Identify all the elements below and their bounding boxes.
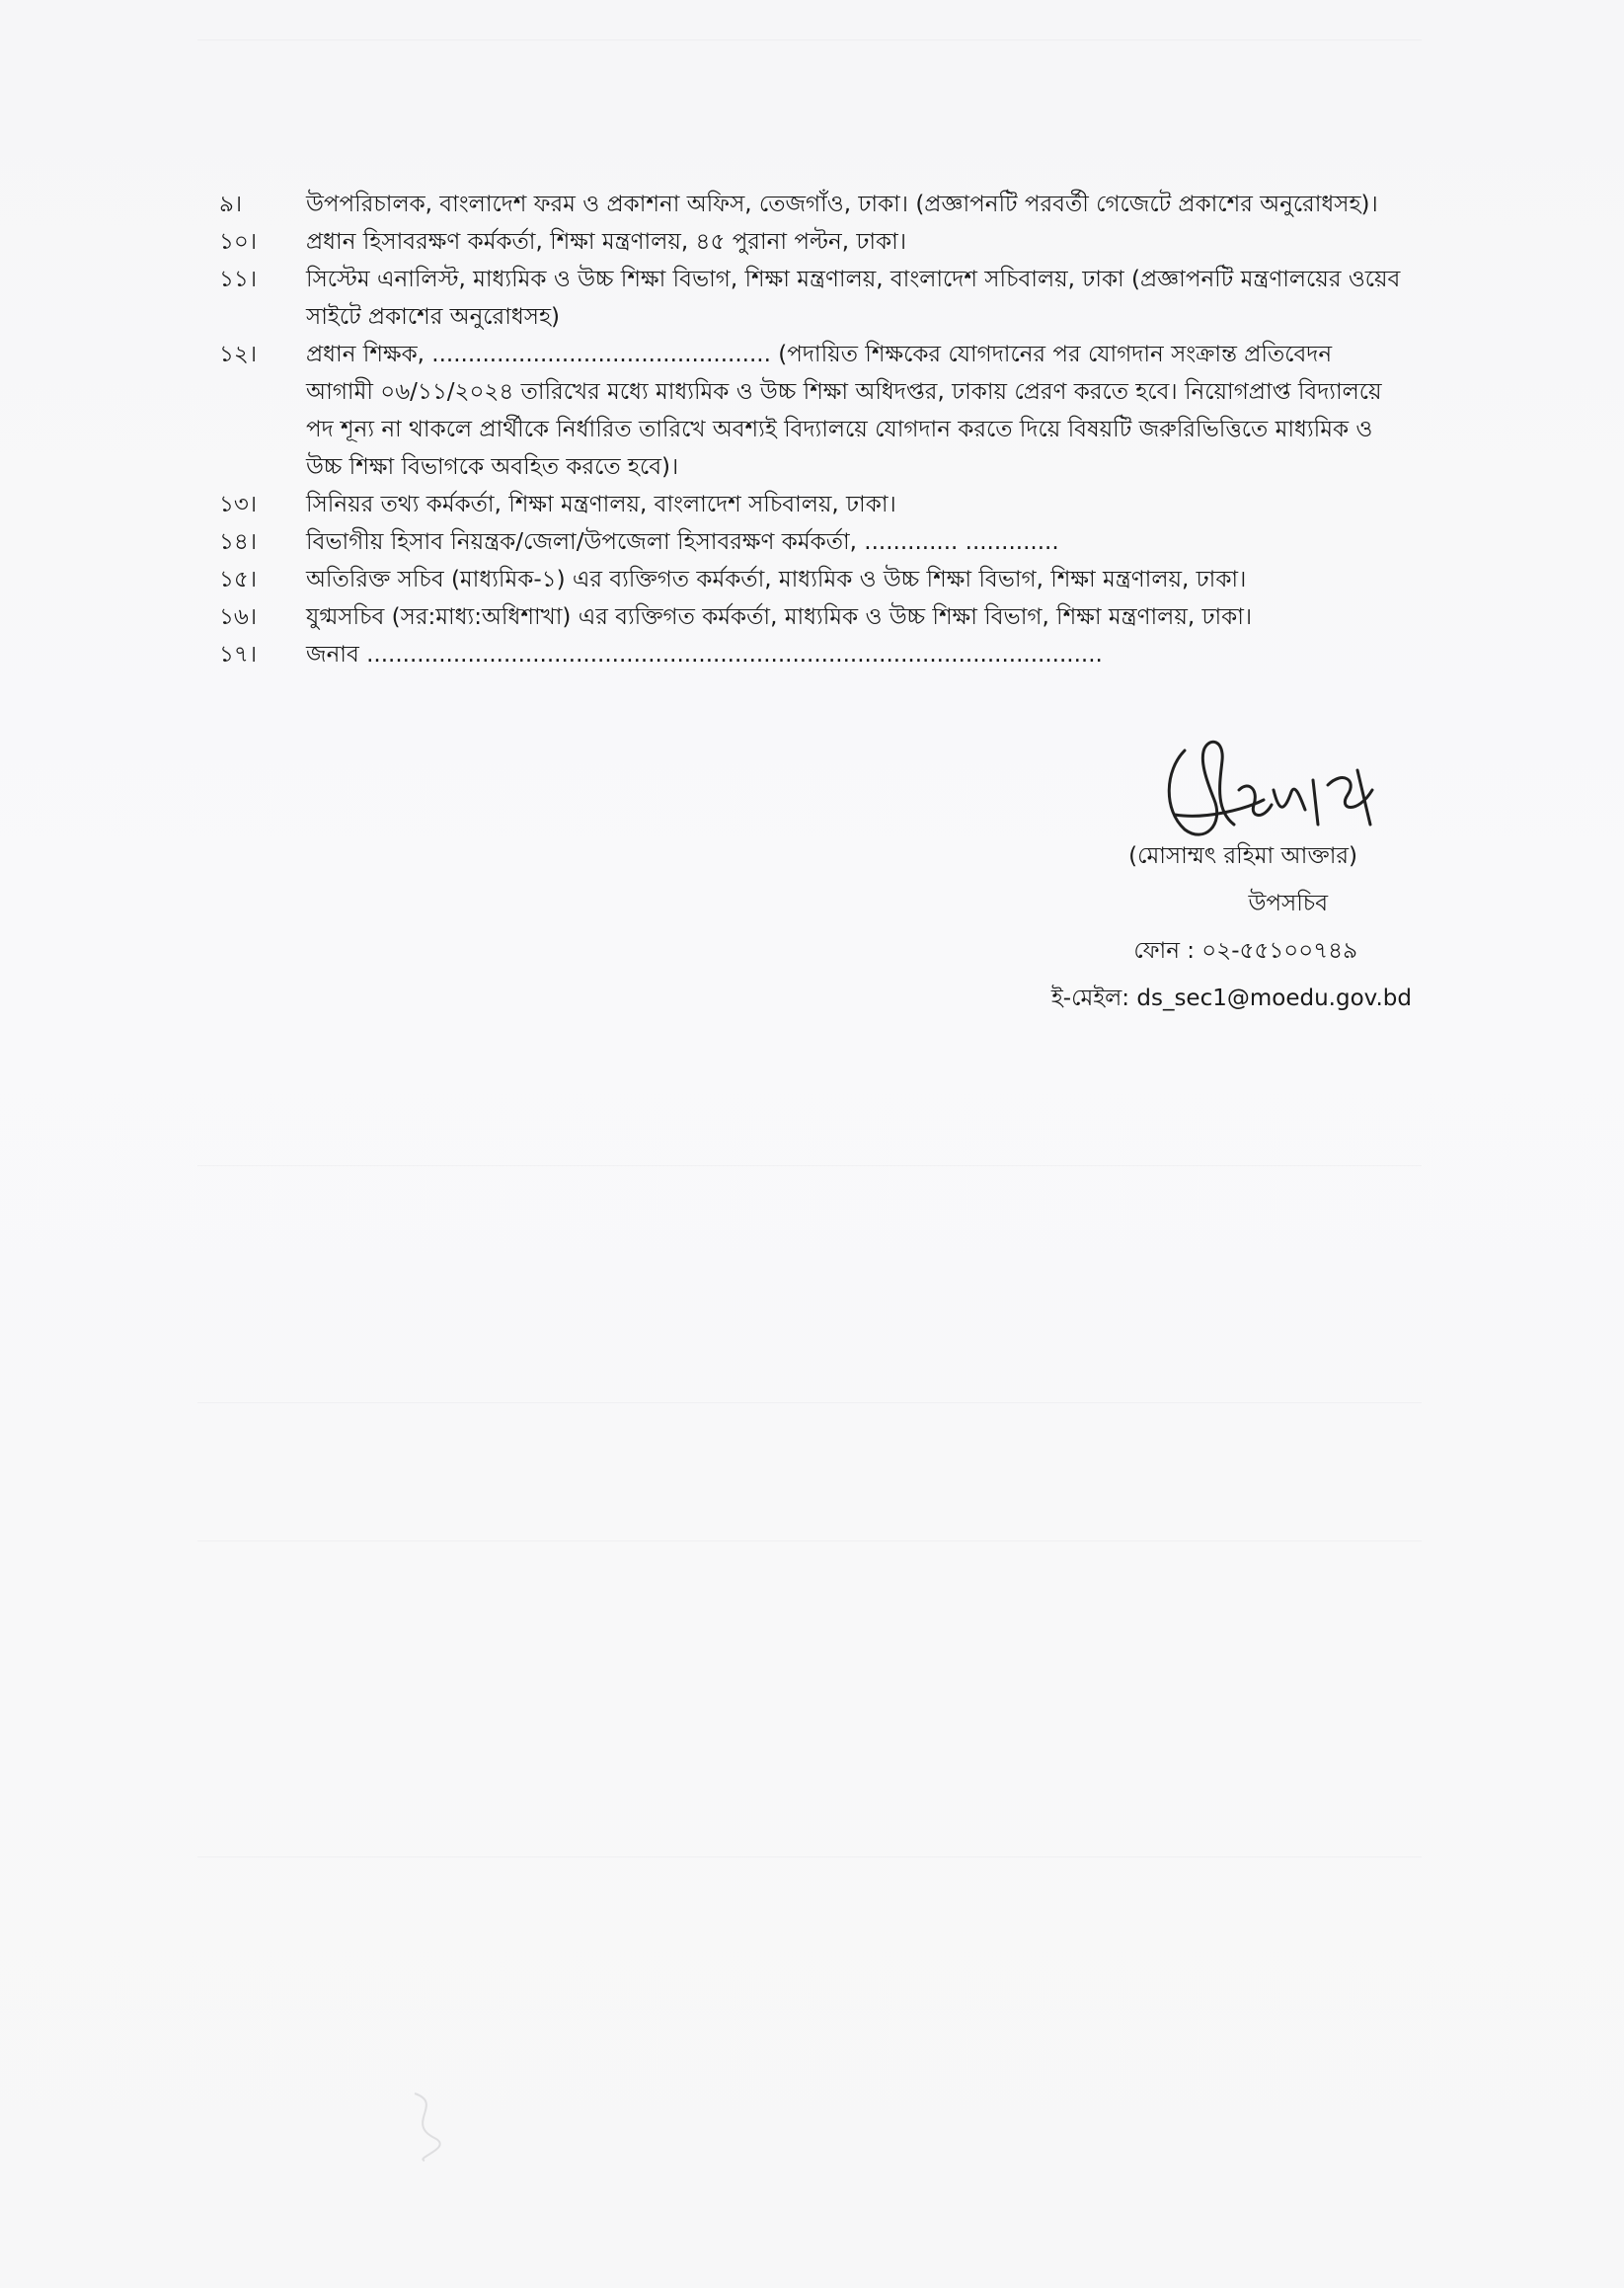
item-number: ১১। [219, 267, 258, 292]
show-through-line [197, 1402, 1422, 1403]
signatory-email: ই-মেইল: ds_sec1@moedu.gov.bd [1050, 986, 1412, 1011]
item-number: ৯। [219, 192, 243, 217]
item-number: ১২। [219, 342, 258, 367]
item-text: যুগ্মসচিব (সর:মাধ্য:অধিশাখা) এর ব্যক্তিগত কর্মকর্তা, মাধ্যমিক ও উচ্চ শিক্ষা বিভাগ, শিক্ষা মন্ত্রণালয়, ঢাকা। [306, 604, 1253, 630]
item-text: সিনিয়র তথ্য কর্মকর্তা, শিক্ষা মন্ত্রণালয়, বাংলাদেশ সচিবালয়, ঢাকা। [306, 492, 896, 517]
list-item [219, 486, 1404, 523]
signatory-title: উপসচিব [1248, 891, 1328, 916]
show-through-line [197, 1165, 1422, 1166]
signature-block [987, 731, 1451, 1017]
show-through-line [197, 39, 1422, 40]
show-through-line [197, 1856, 1422, 1857]
faint-show-through-mark [395, 2084, 464, 2163]
item-text: উপপরিচালক, বাংলাদেশ ফরম ও প্রকাশনা অফিস, তেজগাঁও, ঢাকা। (প্রজ্ঞাপনটি পরবর্তী গেজেটে প্রকাশের অনুরোধসহ)। [306, 192, 1378, 217]
item-text: প্রধান হিসাবরক্ষণ কর্মকর্তা, শিক্ষা মন্ত্রণালয়, ৪৫ পুরানা পল্টন, ঢাকা। [306, 229, 907, 255]
list-item [219, 561, 1404, 598]
item-number: ১৬। [219, 604, 258, 630]
item-number: ১০। [219, 229, 258, 255]
item-number: ১৪। [219, 529, 258, 555]
list-item [219, 636, 1404, 673]
item-text: জনাব ...................................................................................................... [306, 642, 1103, 668]
item-text: অতিরিক্ত সচিব (মাধ্যমিক-১) এর ব্যক্তিগত কর্মকর্তা, মাধ্যমিক ও উচ্চ শিক্ষা বিভাগ, শিক্ষা মন্ত্রণালয়, ঢাকা। [306, 567, 1247, 592]
handwritten-signature [1145, 731, 1392, 849]
distribution-list [219, 186, 1404, 673]
item-number: ১৩। [219, 492, 258, 517]
signatory-name: (মোসাম্মৎ রহিমা আক্তার) [1128, 843, 1357, 869]
list-item [219, 523, 1404, 561]
item-number: ১৭। [219, 642, 258, 668]
list-item [219, 598, 1404, 636]
list-item [219, 223, 1404, 261]
item-number: ১৫। [219, 567, 258, 592]
item-text: সিস্টেম এনালিস্ট, মাধ্যমিক ও উচ্চ শিক্ষা বিভাগ, শিক্ষা মন্ত্রণালয়, বাংলাদেশ সচিবালয়, ঢাকা (প্রজ্ঞাপনটি মন্ত্রণালয়ের ওয়েব সাইটে প্রকাশের অনুরোধসহ) [306, 267, 1401, 330]
list-item [219, 336, 1404, 486]
item-text: প্রধান শিক্ষক, ............................................... (পদায়িত শিক্ষকের যোগদানের পর যোগদান সংক্রান্ত প্রতিবেদন আগামী ০৬/১১/২০২৪ তারিখের মধ্যে মাধ্যমিক ও উচ্চ শিক্ষা অধিদপ্তর, ঢাকায় প্রেরণ করতে হবে। নিয়োগপ্রাপ্ত বিদ্যালয়ে পদ শূন্য না থাকলে প্রার্থীকে নির্ধারিত তারিখে অবশ্যই বিদ্যালয়ে যোগদান করতে দিয়ে বিষয়টি জরুরিভিত্তিতে মাধ্যমিক ও উচ্চ শিক্ষা বিভাগকে অবহিত করতে হবে)। [306, 342, 1382, 480]
item-text: বিভাগীয় হিসাব নিয়ন্ত্রক/জেলা/উপজেলা হিসাবরক্ষণ কর্মকর্তা, ............. ............. [306, 529, 1059, 555]
signatory-phone: ফোন : ০২-৫৫১০০৭৪৯ [1133, 938, 1357, 964]
list-item [219, 186, 1404, 223]
list-item [219, 261, 1404, 336]
show-through-line [197, 1540, 1422, 1541]
